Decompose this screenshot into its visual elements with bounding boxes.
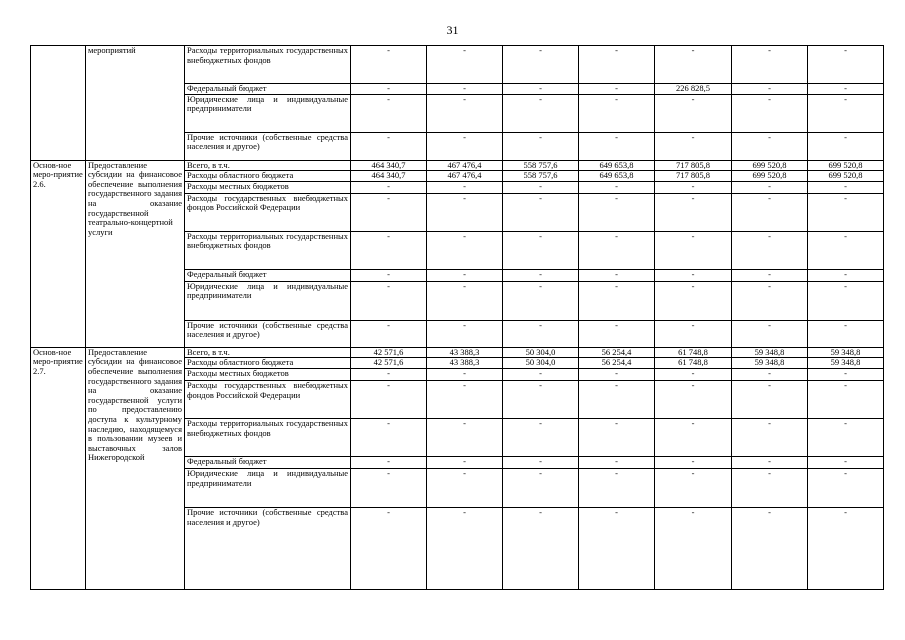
value-cell: - [732, 468, 808, 507]
value-cell: 699 520,8 [732, 171, 808, 182]
value-cell: 558 757,6 [503, 171, 579, 182]
value-cell: 56 254,4 [579, 358, 655, 369]
value-cell: - [808, 231, 884, 269]
value-cell: - [427, 94, 503, 132]
value-cell: 59 348,8 [732, 347, 808, 358]
value-cell: - [655, 46, 732, 84]
value-cell: - [579, 380, 655, 418]
value-cell: - [655, 468, 732, 507]
value-cell: - [732, 507, 808, 589]
value-cell: 56 254,4 [579, 347, 655, 358]
funding-source: Всего, в т.ч. [185, 347, 351, 358]
funding-source: Юридические лица и индивидуальные предприниматели [185, 468, 351, 507]
value-cell: - [579, 418, 655, 456]
value-cell: - [427, 181, 503, 193]
value-cell: - [808, 507, 884, 589]
value-cell: - [503, 418, 579, 456]
table-row [31, 46, 884, 84]
funding-source: Расходы территориальных государственных внебюджетных фондов [185, 231, 351, 269]
value-cell: - [351, 84, 427, 95]
value-cell: - [503, 380, 579, 418]
value-cell: - [655, 320, 732, 347]
funding-source: Расходы государственных внебюджетных фондов Российской Федерации [185, 193, 351, 231]
measure-description: мероприятий [86, 46, 185, 161]
value-cell: - [503, 320, 579, 347]
value-cell: 558 757,6 [503, 160, 579, 171]
value-cell: - [579, 281, 655, 320]
value-cell: - [579, 456, 655, 468]
value-cell: - [579, 193, 655, 231]
value-cell: - [732, 456, 808, 468]
funding-source: Расходы областного бюджета [185, 171, 351, 182]
funding-source: Всего, в т.ч. [185, 160, 351, 171]
value-cell: - [808, 132, 884, 160]
funding-source: Расходы государственных внебюджетных фондов Российской Федерации [185, 380, 351, 418]
value-cell: - [427, 269, 503, 281]
value-cell: - [808, 269, 884, 281]
value-cell: 61 748,8 [655, 347, 732, 358]
value-cell: - [427, 507, 503, 589]
value-cell: - [427, 418, 503, 456]
value-cell: - [427, 380, 503, 418]
value-cell: - [808, 281, 884, 320]
value-cell: 42 571,6 [351, 358, 427, 369]
value-cell: - [579, 132, 655, 160]
value-cell: - [503, 181, 579, 193]
value-cell: 61 748,8 [655, 358, 732, 369]
value-cell: - [808, 418, 884, 456]
funding-source: Расходы территориальных государственных внебюджетных фондов [185, 418, 351, 456]
value-cell: - [351, 368, 427, 380]
value-cell: - [808, 456, 884, 468]
value-cell: 649 653,8 [579, 160, 655, 171]
value-cell: - [579, 181, 655, 193]
value-cell: - [579, 507, 655, 589]
funding-source: Юридические лица и индивидуальные предприниматели [185, 281, 351, 320]
value-cell: - [351, 181, 427, 193]
value-cell: - [503, 94, 579, 132]
value-cell: - [732, 368, 808, 380]
value-cell: - [655, 132, 732, 160]
value-cell: - [655, 269, 732, 281]
value-cell: 59 348,8 [732, 358, 808, 369]
value-cell: - [351, 380, 427, 418]
funding-source: Прочие источники (собственные средства населения и другое) [185, 507, 351, 589]
funding-source: Расходы областного бюджета [185, 358, 351, 369]
value-cell: - [808, 84, 884, 95]
funding-source: Федеральный бюджет [185, 84, 351, 95]
value-cell: - [655, 418, 732, 456]
value-cell: - [503, 269, 579, 281]
value-cell: - [808, 468, 884, 507]
value-cell: - [732, 181, 808, 193]
value-cell: 59 348,8 [808, 358, 884, 369]
value-cell: - [808, 181, 884, 193]
value-cell: 699 520,8 [732, 160, 808, 171]
value-cell: - [351, 281, 427, 320]
value-cell: - [351, 507, 427, 589]
value-cell: - [655, 380, 732, 418]
value-cell: - [732, 418, 808, 456]
value-cell: 467 476,4 [427, 160, 503, 171]
value-cell: - [732, 380, 808, 418]
value-cell: - [503, 231, 579, 269]
funding-source: Расходы местных бюджетов [185, 368, 351, 380]
value-cell: 43 388,3 [427, 358, 503, 369]
value-cell: - [503, 456, 579, 468]
value-cell: 43 388,3 [427, 347, 503, 358]
value-cell: - [732, 132, 808, 160]
funding-source: Расходы местных бюджетов [185, 181, 351, 193]
measure-description: Предоставление субсидии на финансовое обеспечение выполнения государственного задания на оказание государственной услуги по предоставлению доступа к культурному наследию, находящемуся в пользовании музеев и выставочных залов Нижегородской [86, 347, 185, 589]
value-cell: - [503, 84, 579, 95]
value-cell: - [503, 132, 579, 160]
value-cell: - [655, 281, 732, 320]
value-cell: - [503, 468, 579, 507]
measure-description: Предоставление субсидии на финансовое обеспечение выполнения государственного задания на оказание государственной театрально-концертной услуги [86, 160, 185, 347]
value-cell: - [579, 231, 655, 269]
value-cell: - [732, 231, 808, 269]
value-cell: - [579, 94, 655, 132]
value-cell: 464 340,7 [351, 160, 427, 171]
value-cell: - [732, 320, 808, 347]
funding-source: Прочие источники (собственные средства населения и другое) [185, 320, 351, 347]
value-cell: - [427, 468, 503, 507]
funding-source: Расходы территориальных государственных внебюджетных фондов [185, 46, 351, 84]
value-cell: 226 828,5 [655, 84, 732, 95]
value-cell: - [808, 368, 884, 380]
funding-source: Юридические лица и индивидуальные предприниматели [185, 94, 351, 132]
value-cell: - [351, 193, 427, 231]
value-cell: - [427, 231, 503, 269]
value-cell: - [503, 193, 579, 231]
table-body [31, 46, 884, 590]
value-cell: 649 653,8 [579, 171, 655, 182]
measure-code [31, 46, 86, 161]
page-number: 31 [446, 23, 459, 37]
value-cell: - [655, 231, 732, 269]
value-cell: - [579, 368, 655, 380]
value-cell: - [427, 281, 503, 320]
value-cell: - [351, 418, 427, 456]
value-cell: - [655, 456, 732, 468]
funding-source: Федеральный бюджет [185, 269, 351, 281]
table-row [31, 160, 884, 171]
value-cell: 50 304,0 [503, 358, 579, 369]
value-cell: - [351, 231, 427, 269]
measure-code: Основ-ное меро-приятие 2.6. [31, 160, 86, 347]
value-cell: - [655, 368, 732, 380]
value-cell: - [427, 456, 503, 468]
value-cell: - [579, 84, 655, 95]
measure-code: Основ-ное меро-приятие 2.7. [31, 347, 86, 589]
value-cell: 59 348,8 [808, 347, 884, 358]
value-cell: - [427, 132, 503, 160]
value-cell: - [351, 132, 427, 160]
funding-source: Прочие источники (собственные средства населения и другое) [185, 132, 351, 160]
value-cell: - [427, 84, 503, 95]
value-cell: - [732, 193, 808, 231]
value-cell: - [351, 468, 427, 507]
value-cell: - [732, 269, 808, 281]
value-cell: - [351, 46, 427, 84]
budget-table [30, 45, 884, 590]
value-cell: - [427, 46, 503, 84]
value-cell: 699 520,8 [808, 171, 884, 182]
value-cell: - [732, 281, 808, 320]
value-cell: 464 340,7 [351, 171, 427, 182]
value-cell: - [655, 193, 732, 231]
value-cell: - [503, 46, 579, 84]
funding-source: Федеральный бюджет [185, 456, 351, 468]
value-cell: - [579, 46, 655, 84]
value-cell: - [808, 380, 884, 418]
value-cell: - [503, 507, 579, 589]
value-cell: 467 476,4 [427, 171, 503, 182]
value-cell: - [808, 94, 884, 132]
value-cell: - [655, 181, 732, 193]
value-cell: - [732, 84, 808, 95]
value-cell: 699 520,8 [808, 160, 884, 171]
value-cell: - [427, 193, 503, 231]
value-cell: - [579, 320, 655, 347]
value-cell: - [427, 320, 503, 347]
value-cell: 717 805,8 [655, 160, 732, 171]
value-cell: - [503, 281, 579, 320]
value-cell: - [579, 468, 655, 507]
value-cell: - [808, 320, 884, 347]
value-cell: - [351, 320, 427, 347]
value-cell: - [351, 456, 427, 468]
table-row [31, 347, 884, 358]
value-cell: - [579, 269, 655, 281]
value-cell: 42 571,6 [351, 347, 427, 358]
value-cell: - [732, 46, 808, 84]
value-cell: - [655, 94, 732, 132]
value-cell: 717 805,8 [655, 171, 732, 182]
value-cell: - [808, 46, 884, 84]
value-cell: - [351, 94, 427, 132]
value-cell: - [732, 94, 808, 132]
value-cell: - [503, 368, 579, 380]
value-cell: 50 304,0 [503, 347, 579, 358]
value-cell: - [351, 269, 427, 281]
value-cell: - [808, 193, 884, 231]
value-cell: - [427, 368, 503, 380]
value-cell: - [655, 507, 732, 589]
